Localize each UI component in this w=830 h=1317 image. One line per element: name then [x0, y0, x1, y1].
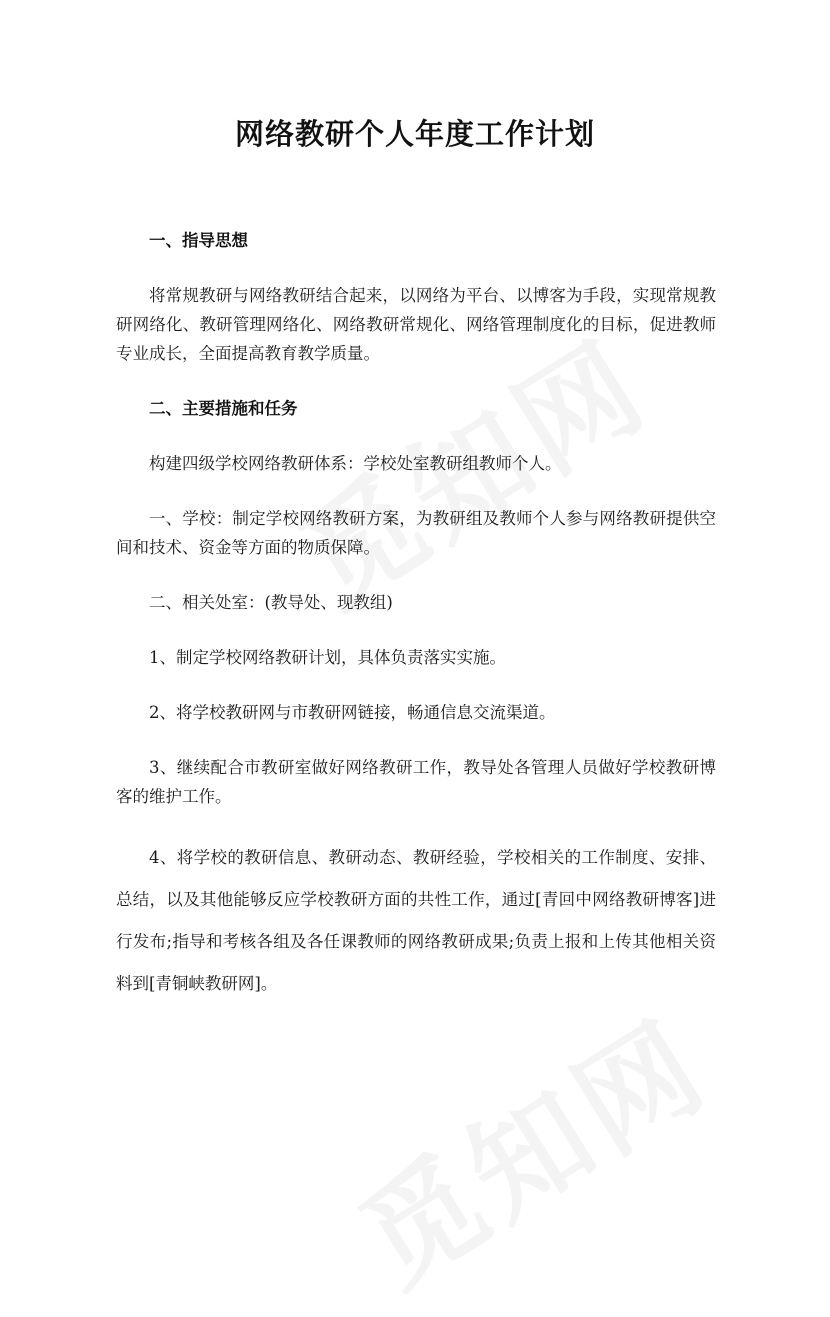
- watermark: [324, 973, 735, 1317]
- paragraph-item-4: 4、将学校的教研信息、教研动态、教研经验，学校相关的工作制度、安排、总结，以及其他能够反应学校教研方面的共性工作，通过[青回中网络教研博客]进行发布;指导和考核各组及各任课教师的网络教研成果;负责上报和上传其他相关资料到[青铜峡教研网]。: [116, 848, 716, 993]
- section-heading-measures-tasks: 二、主要措施和任务: [149, 399, 298, 418]
- paragraph-item-1: 1、制定学校网络教研计划，具体负责落实实施。: [149, 648, 506, 667]
- paragraph-system: 构建四级学校网络教研体系：学校处室教研组教师个人。: [149, 454, 562, 473]
- paragraph-guiding-ideology: 将常规教研与网络教研结合起来，以网络为平台、以博客为手段，实现常规教研网络化、教研管理网络化、网络教研常规化、网络管理制度化的目标，促进教师专业成长，全面提高教育教学质量。: [116, 286, 716, 363]
- paragraph-item-3: 3、继续配合市教研室做好网络教研工作，教导处各管理人员做好学校教研博客的维护工作。: [116, 758, 716, 806]
- paragraph-school: 一、学校：制定学校网络教研方案，为教研组及教师个人参与网络教研提供空间和技术、资金等方面的物质保障。: [116, 509, 716, 557]
- document-title: 网络教研个人年度工作计划: [234, 117, 595, 151]
- paragraph-departments: 二、相关处室：(教导处、现教组): [149, 593, 393, 612]
- section-heading-guiding-ideology: 一、指导思想: [149, 231, 248, 250]
- paragraph-item-2: 2、将学校教研网与市教研网链接，畅通信息交流渠道。: [149, 703, 556, 722]
- document-body: [116, 226, 716, 1021]
